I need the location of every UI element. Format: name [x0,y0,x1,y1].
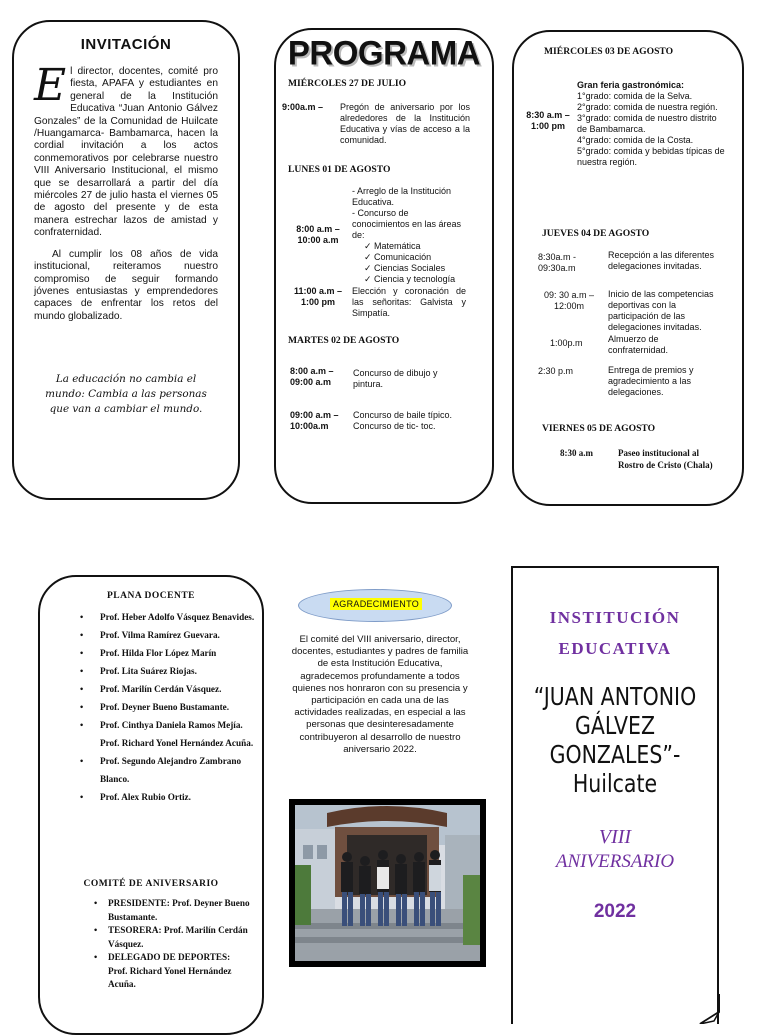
program-panel [274,28,494,504]
page-curl-decoration [692,994,732,1024]
time-tue-02-b: 09:00 a.m – 10:00a.m [290,410,339,431]
fair-item: 5°grado: comida y bebidas típicas de nuestra región. [577,146,725,167]
cover-institution: INSTITUCIÓN [549,608,681,627]
committee-item: • TESORERA: Prof. Marilín Cerdán Vásquez. [90,924,250,951]
teacher-item: • Prof. Marilín Cerdán Vásquez. [80,680,258,698]
cover-year: 2022 [593,901,637,922]
activity-thu-04-d: Entrega de premios y agradecimiento a las delegaciones. [608,365,694,397]
activity-thu-04-a: Recepción a las diferentes delegaciones invitadas. [608,250,715,271]
cover-viii: VIII [598,826,632,848]
thanks-text: El comité del VIII aniversario, director, docentes, estudiantes y padres de familia de esta Institución Educativa, agradecemos profundamente a todos quienes nos honraron con su presencia y participación en cada una de las actividades realizadas, en especial a las personas que desinteresadamente contribuyeron al desarrollo de nuestro aniversario 2022. [291,634,469,755]
time-thu-04-d: 2:30 p.m [538,366,574,376]
fair-item: 3°grado: comida de nuestro distrito de Bambamarca. [577,113,717,134]
time-wed-03: 8:30 a.m – 1:00 pm [526,110,570,131]
fair-item: 2°grado: comida de nuestra región. [577,102,718,112]
committee-item: • PRESIDENTE: Prof. Deyner Bueno Bustamante. [90,897,250,924]
school-name-line: GÁLVEZ [574,711,656,740]
time-tue-02-a: 8:00 a.m – 09:00 a.m [290,366,334,387]
committee-title: COMITÉ DE ANIVERSARIO [83,879,219,889]
activity-line: - Arreglo de la Institución Educativa. [352,186,452,207]
cover-panel [511,566,719,1024]
activity-wed-27: Pregón de aniversario por los alrededores de la Institución Educativa y vías de acceso a la comunidad. [340,102,470,145]
teacher-item: • Prof. Hilda Flor López Marín [80,644,258,662]
committee-item: • DELEGADO DE DEPORTES: Prof. Richard Yonel Hernández Acuña. [90,951,250,992]
time-thu-04-b: 09: 30 a.m – 12:00m [543,290,595,311]
teacher-list [80,608,258,806]
activity-mon-01-b: Elección y coronación de las señoritas: Galvista y Simpatía. [352,286,466,318]
program-title: PROGRAMA [287,33,481,72]
time-mon-01-b: 11:00 a.m – 1:00 pm [293,286,343,307]
fair-heading: Gran feria gastronómica: [577,80,685,90]
time-thu-04-a: 8:30a.m - 09:30a.m [538,252,577,273]
cover-educativa: EDUCATIVA [558,639,672,658]
drop-cap: E [34,60,67,111]
teacher-item: • Prof. Lita Suárez Riojas. [80,662,258,680]
staff-panel [38,575,264,1035]
teacher-item: • Prof. Alex Rubio Ortiz. [80,788,258,806]
teacher-item: • Prof. Cinthya Daniela Ramos Mejía. Prof. Richard Yonel Hernández Acuña. [80,716,258,752]
school-name-line: GONZALES”- [549,740,681,769]
time-mon-01-a: 8:00 a.m – 10:00 a.m [296,224,340,245]
time-thu-04-c: 1:00p.m [550,338,583,348]
area-item: ✓ Matemática [364,241,462,252]
day-label-fri-05: VIERNES 05 DE AGOSTO [542,423,656,434]
area-item: ✓ Ciencias Sociales [364,263,462,274]
day-label-wed-03: MIÉRCOLES 03 DE AGOSTO [544,46,674,57]
teacher-item: • Prof. Vilma Ramírez Guevara. [80,626,258,644]
teacher-item: • Prof. Deyner Bueno Bustamante. [80,698,258,716]
area-item: ✓ Comunicación [364,252,462,263]
cover-aniversario: ANIVERSARIO [555,851,675,872]
day-label-wed-27: MIÉRCOLES 27 DE JULIO [288,78,407,89]
day-label-mon-01: LUNES 01 DE AGOSTO [288,164,391,175]
staff-title: PLANA DOCENTE [106,591,196,601]
thanks-label: AGRADECIMIENTO [330,598,422,610]
day-label-thu-04: JUEVES 04 DE AGOSTO [542,228,650,239]
activity-line: - Concurso de conocimientos en las áreas de: [352,208,462,240]
activity-thu-04-b: Inicio de las competencias deportivas con la participación de las delegaciones invitadas. [608,289,714,332]
school-name-line: “JUAN ANTONIO [533,682,697,711]
program-continued-panel [512,30,744,506]
group-photo [289,799,486,967]
fair-item: 4°grado: comida de la Costa. [577,135,694,145]
activity-tue-02-a: Concurso de dibujo y pintura. [353,368,438,389]
group-photo-illustration [295,805,480,961]
teacher-item: • Prof. Heber Adolfo Vásquez Benavides. [80,608,258,626]
invitation-paragraph-1: l director, docentes, comité pro fiesta, APAFA y estudiantes en general de la Institución Educativa “Juan Antonio Gálvez Gonzales” de la Comunidad de Huilcate /Huangamarca- Bambamarca, hacen la cordial invitación a los actos conmemorativos por celebrarse nuestro VIII Aniversario Institucional, el mismo que se desarrollará a partir del día miércoles 27 de julio hasta el viernes 05 de agosto del presente y de esta manera estrechar lazos de amistad y confraternidad. [34,66,218,239]
invitation-panel [12,20,240,500]
activity-tue-02-b: Concurso de baile típico. Concurso de tic- toc. [353,410,453,431]
invitation-body [34,60,218,332]
activity-mon-01-a [352,186,462,285]
day-label-tue-02: MARTES 02 DE AGOSTO [288,335,400,346]
activity-fri-05: Paseo institucional al Rostro de Cristo (Chala) [618,448,713,470]
school-name-line: Huilcate [572,769,658,798]
fair-item: 1°grado: comida de la Selva. [577,91,693,101]
invitation-title: INVITACIÓN [80,36,172,53]
activity-thu-04-c: Almuerzo de confraternidad. [608,334,669,355]
time-fri-05: 8:30 a.m [560,448,593,458]
activity-wed-03 [577,80,725,168]
invitation-motto: La educación no cambia el mundo: Cambia a las personas que van a cambiar el mundo. [45,373,207,415]
invitation-paragraph-2: Al cumplir los 08 años de vida institucional, reiteramos nuestro compromiso de seguir formando jóvenes entusiastas y emprendedores capaces de enfrentar los retos del mundo globalizado. [34,248,218,322]
committee-list [90,897,250,992]
teacher-item: • Prof. Segundo Alejandro Zambrano Blanco. [80,752,258,788]
cover-school-name [531,682,698,798]
time-wed-27: 9:00a.m – [282,102,324,112]
area-item: ✓ Ciencia y tecnología [364,274,462,285]
